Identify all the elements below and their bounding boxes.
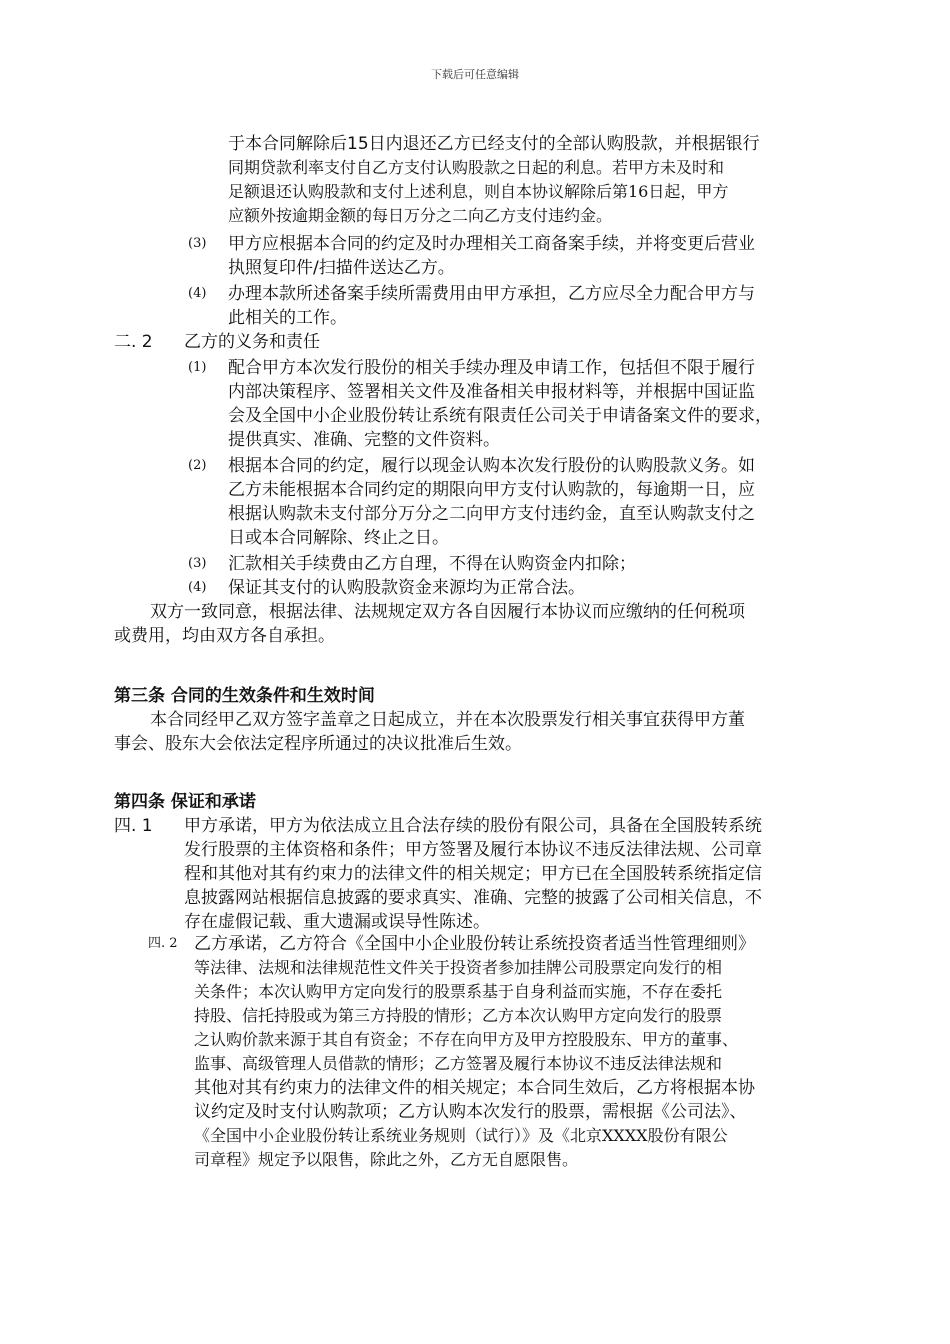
text-line: 息披露网站根据信息披露的要求真实、准确、完整的披露了公司相关信息，不: [184, 888, 762, 908]
text-line: 存在虚假记载、重大遗漏或误导性陈述。: [184, 912, 490, 932]
text-line: 根据本合同的约定，履行以现金认购本次发行股份的认购股款义务。如: [228, 456, 755, 476]
text-line: 保证其支付的认购股款资金来源均为正常合法。: [228, 578, 585, 598]
text-line: 汇款相关手续费由乙方自理，不得在认购资金内扣除；: [228, 554, 636, 574]
text-line: 本合同经甲乙双方签字盖章之日起成立，并在本次股票发行相关事宜获得甲方董: [150, 710, 745, 730]
text-line: 日或本合同解除、终止之日。: [228, 528, 449, 548]
text-line: 根据认购款未支付部分万分之二向甲方支付违约金，直至认购款支付之: [228, 504, 755, 524]
section-title: 乙方的义务和责任: [184, 332, 320, 352]
page-header: 下载后可任意编辑: [431, 68, 519, 81]
text-line: 提供真实、准确、完整的文件资料。: [228, 430, 500, 450]
text-line: 等法律、法规和法律规范性文件关于投资者参加挂牌公司股票定向发行的相: [194, 958, 723, 977]
text-line: 同期贷款利率支付自乙方支付认购股款之日起的利息。若甲方未及时和: [228, 158, 725, 177]
text-line: 《全国中小企业股份转让系统业务规则（试行）》及《北京XXXX股份有限公: [194, 1126, 728, 1145]
text-line: 之认购价款来源于其自有资金；不存在向甲方及甲方控股股东、甲方的董事、: [194, 1030, 739, 1049]
section-number: 二. 2: [114, 332, 153, 352]
text-line: 发行股票的主体资格和条件；甲方签署及履行本协议不违反法律法规、公司章: [184, 840, 762, 860]
text-line: 事会、股东大会依法定程序所通过的决议批准后生效。: [114, 734, 522, 754]
text-line: 甲方应根据本合同的约定及时办理相关工商备案手续，并将变更后营业: [228, 234, 755, 254]
text-line: 议约定及时支付认购款项；乙方认购本次发行的股票，需根据《公司法》、: [194, 1102, 747, 1122]
text-line: 关条件；本次认购甲方定向发行的股票系基于自身利益而实施，不存在委托: [194, 982, 723, 1001]
text-line: 于本合同解除后15日内退还乙方已经支付的全部认购股款，并根据银行: [228, 134, 760, 154]
text-line: 办理本款所述备案手续所需费用由甲方承担，乙方应尽全力配合甲方与: [228, 284, 755, 304]
text-line: 司章程》规定予以限售，除此之外，乙方无自愿限售。: [194, 1150, 579, 1169]
text-line: 配合甲方本次发行股份的相关手续办理及申请工作，包括但不限于履行: [228, 358, 755, 378]
article-heading: 第四条 保证和承诺: [114, 792, 256, 812]
text-line: 乙方承诺，乙方符合《全国中小企业股份转让系统投资者适当性管理细则》: [194, 934, 755, 954]
paragraph-number: 四. 1: [114, 816, 153, 836]
text-line: 其他对其有约束力的法律文件的相关规定；本合同生效后，乙方将根据本协: [194, 1078, 755, 1098]
text-line: 足额退还认购股款和支付上述利息，则自本协议解除后第16日起，甲方: [228, 182, 729, 201]
text-line: 程和其他对其有约束力的法律文件的相关规定；甲方已在全国股转系统指定信: [184, 864, 762, 884]
text-line: 持股、信托持股或为第三方持股的情形；乙方本次认购甲方定向发行的股票: [194, 1006, 723, 1025]
text-line: 执照复印件/扫描件送达乙方。: [228, 258, 455, 278]
text-line: 监事、高级管理人员借款的情形；乙方签署及履行本协议不违反法律法规和: [194, 1054, 723, 1073]
item-number: (3): [188, 556, 207, 571]
item-number: (1): [188, 360, 207, 375]
text-line: 乙方未能根据本合同约定的期限向甲方支付认购款的，每逾期一日，应: [228, 480, 755, 500]
paragraph-number: 四. 2: [148, 936, 178, 951]
text-line: 此相关的工作。: [228, 308, 347, 328]
text-line: 双方一致同意，根据法律、法规规定双方各自因履行本协议而应缴纳的任何税项: [150, 602, 745, 622]
text-line: 甲方承诺，甲方为依法成立且合法存续的股份有限公司，具备在全国股转系统: [184, 816, 762, 836]
text-line: 内部决策程序、签署相关文件及准备相关申报材料等，并根据中国证监: [228, 382, 755, 402]
item-number: (4): [188, 580, 207, 595]
text-line: 应额外按逾期金额的每日万分之二向乙方支付违约金。: [228, 206, 613, 225]
item-number: (4): [188, 286, 207, 301]
item-number: (3): [188, 236, 207, 251]
text-line: 会及全国中小企业股份转让系统有限责任公司关于申请备案文件的要求，: [228, 406, 772, 426]
text-line: 或费用，均由双方各自承担。: [114, 626, 335, 646]
item-number: (2): [188, 458, 207, 473]
article-heading: 第三条 合同的生效条件和生效时间: [114, 686, 375, 706]
